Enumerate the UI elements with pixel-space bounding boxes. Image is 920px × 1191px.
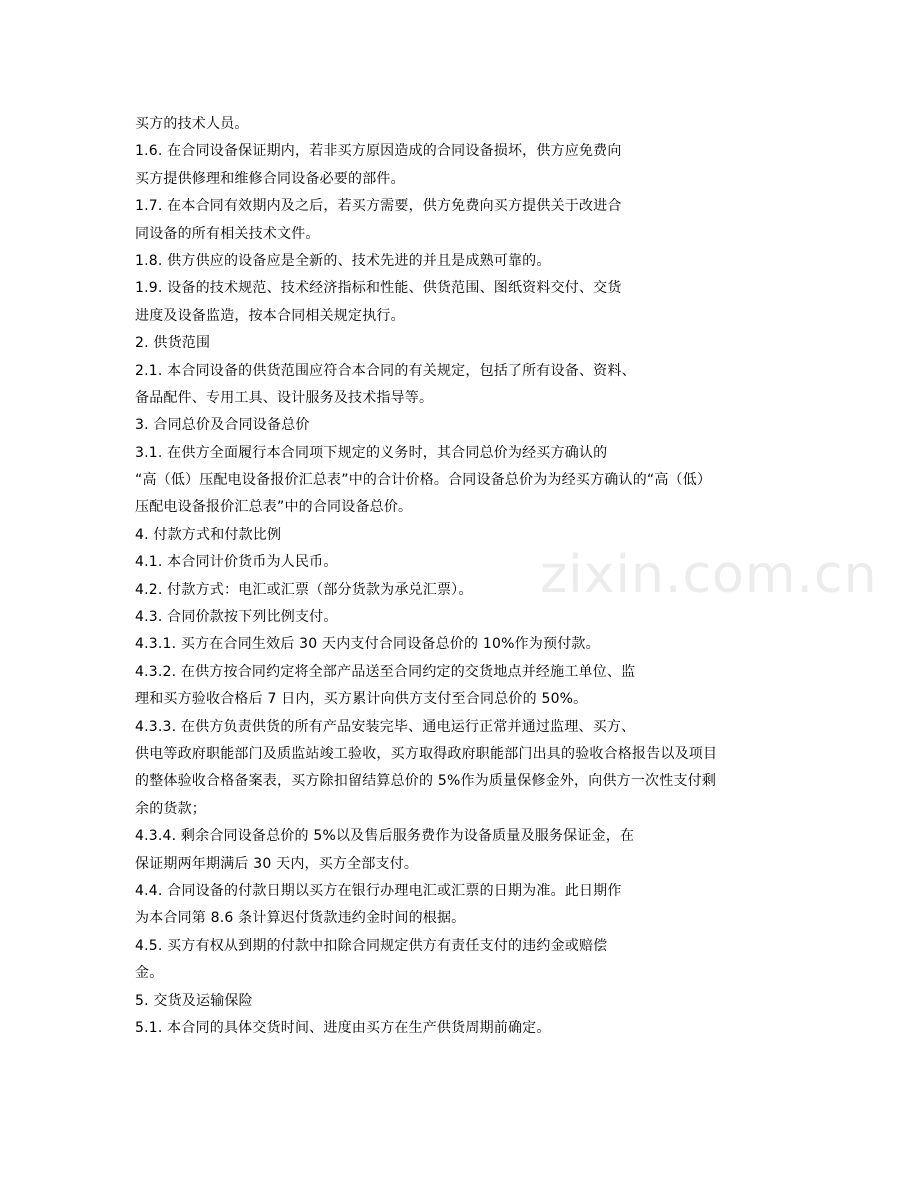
- text-line: 供电等政府职能部门及质监站竣工验收，买方取得政府职能部门出具的验收合格报告以及项目: [135, 745, 718, 762]
- text-line: 2. 供货范围: [135, 335, 211, 352]
- document-body: [135, 111, 795, 1042]
- text-line: 压配电设备报价汇总表”中的合同设备总价。: [135, 499, 413, 516]
- text-line: 同设备的所有相关技术文件。: [135, 225, 320, 242]
- text-line: 进度及设备监造，按本合同相关规定执行。: [135, 307, 405, 324]
- text-line: 为本合同第 8.6 条计算迟付货款违约金时间的根据。: [135, 910, 466, 927]
- text-line: 1.7. 在本合同有效期内及之后，若买方需要，供方免费向买方提供关于改进合: [135, 198, 622, 215]
- text-line: 4.4. 合同设备的付款日期以买方在银行办理电汇或汇票的日期为准。此日期作: [135, 882, 622, 899]
- text-line: 4. 付款方式和付款比例: [135, 526, 282, 543]
- text-line: 余的货款；: [135, 800, 206, 817]
- text-line: “高（低）压配电设备报价汇总表”中的合计价格。合同设备总价为为经买方确认的“高（低）: [135, 472, 712, 489]
- text-line: 4.3.4. 剩余合同设备总价的 5%以及售后服务费作为设备质量及服务保证金，在: [135, 828, 635, 845]
- text-line: 金。: [135, 965, 164, 982]
- text-line: 买方的技术人员。: [135, 116, 249, 132]
- text-line: 1.6. 在合同设备保证期内，若非买方原因造成的合同设备损坏，供方应免费向: [135, 143, 622, 160]
- text-line: 的整体验收合格备案表，买方除扣留结算总价的 5%作为质量保修金外，向供方一次性支付剩: [135, 773, 717, 790]
- text-line: 4.3. 合同价款按下列比例支付。: [135, 609, 338, 626]
- text-line: 买方提供修理和维修合同设备必要的部件。: [135, 170, 405, 187]
- text-line: 2.1. 本合同设备的供货范围应符合本合同的有关规定，包括了所有设备、资料、: [135, 362, 636, 379]
- text-line: 4.1. 本合同计价货币为人民币。: [135, 554, 338, 571]
- text-line: 4.3.2. 在供方按合同约定将全部产品送至合同约定的交货地点并经施工单位、监: [135, 663, 636, 680]
- text-line: 4.3.1. 买方在合同生效后 30 天内支付合同设备总价的 10%作为预付款。: [135, 636, 600, 653]
- text-line: 理和买方验收合格后 7 日内，买方累计向供方支付至合同总价的 50%。: [135, 691, 588, 708]
- text-line: 5. 交货及运输保险: [135, 992, 253, 1009]
- text-line: 3.1. 在供方全面履行本合同项下规定的义务时，其合同总价为经买方确认的: [135, 444, 608, 461]
- text-line: 5.1. 本合同的具体交货时间、进度由买方在生产供货周期前确定。: [135, 1019, 551, 1036]
- text-line: 保证期两年期满后 30 天内，买方全部支付。: [135, 855, 419, 872]
- text-line: 4.5. 买方有权从到期的付款中扣除合同规定供方有责任支付的违约金或赔偿: [135, 937, 608, 954]
- text-line: 4.2. 付款方式：电汇或汇票（部分货款为承兑汇票）。: [135, 581, 473, 598]
- text-line: 1.9. 设备的技术规范、技术经济指标和性能、供货范围、图纸资料交付、交货: [135, 280, 622, 297]
- text-line: 备品配件、专用工具、设计服务及技术指导等。: [135, 389, 434, 406]
- text-line: 4.3.3. 在供方负责供货的所有产品安装完毕、通电运行正常并通过监理、买方、: [135, 718, 636, 735]
- watermark: zixin.com.cn: [540, 545, 878, 605]
- text-line: 1.8. 供方供应的设备应是全新的、技术先进的并且是成熟可靠的。: [135, 252, 551, 269]
- text-line: 3. 合同总价及合同设备总价: [135, 417, 310, 434]
